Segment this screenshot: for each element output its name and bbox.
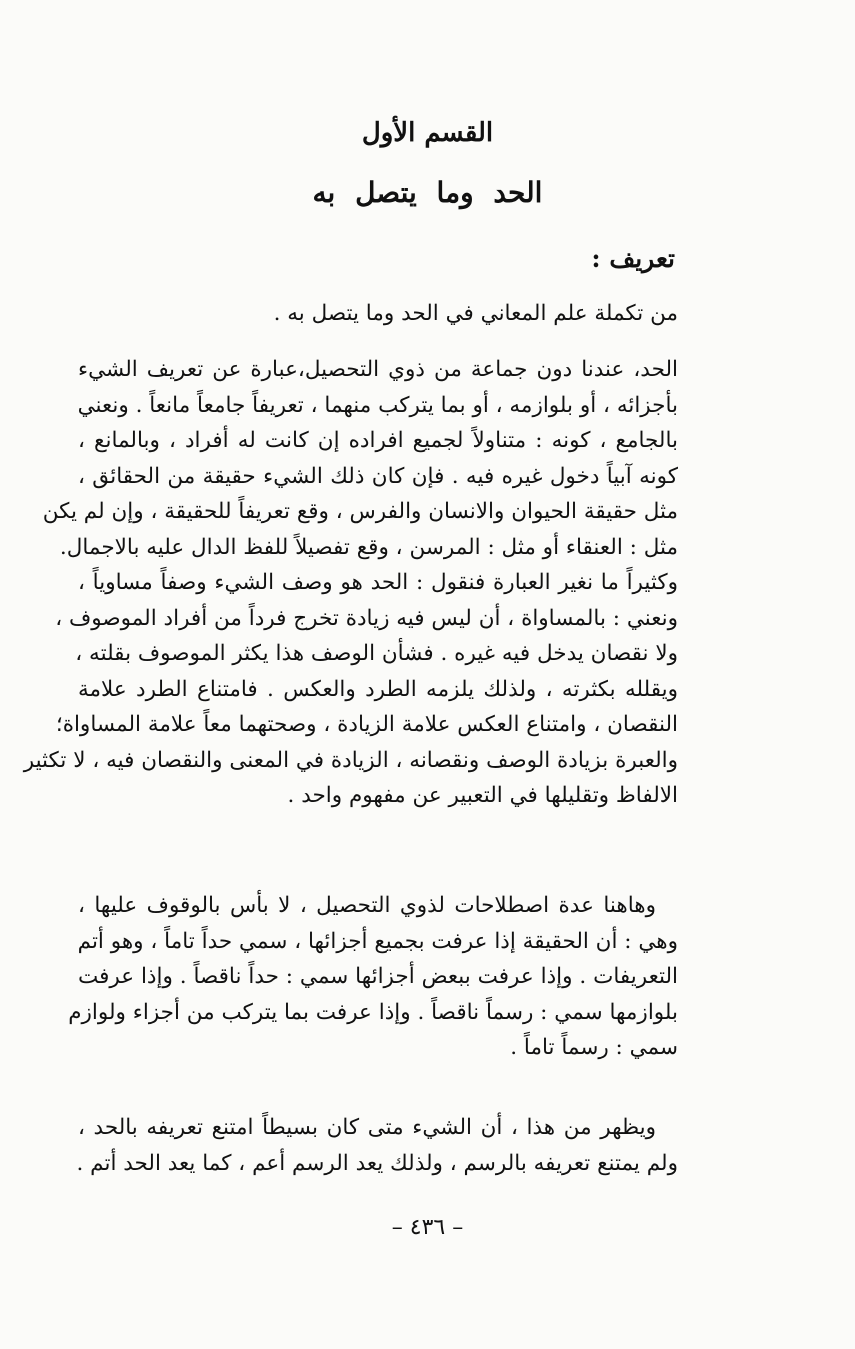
- page-number: – ٤٣٦ –: [391, 1215, 464, 1240]
- paragraph-line: كونه آبياً دخول غيره فيه . فإن كان ذلك الشيء حقيقة من الحقائق ،: [78, 463, 678, 489]
- paragraph-line: سمي : رسماً تاماً .: [510, 1035, 678, 1060]
- paragraph-line: ولم يمتنع تعريفه بالرسم ، ولذلك يعد الرسم أعم ، كما يعد الحد أتم .: [76, 1150, 678, 1176]
- paragraph-line: مثل حقيقة الحيوان والانسان والفرس ، وقع تعريفاً للحقيقة ، وإن لم يكن: [42, 499, 678, 524]
- paragraph-conclusion: [78, 1110, 678, 1181]
- paragraph-line: وهاهنا عدة اصطلاحات لذوي التحصيل ، لا بأس بالوقوف عليها ،: [78, 893, 656, 918]
- paragraph-line: وكثيراً ما نغير العبارة فنقول : الحد هو وصف الشيء وصفاً مساوياً ،: [78, 570, 678, 595]
- paragraph-line: والعبرة بزيادة الوصف ونقصانه ، الزيادة في المعنى والنقصان فيه ، لا تكثير: [23, 747, 678, 773]
- paragraph-line: ويقلله بكثرته ، ولذلك يلزمه الطرد والعكس . فامتناع الطرد علامة: [78, 676, 678, 702]
- section-title: القسم الأول: [361, 118, 494, 148]
- paragraph-definition: [23, 352, 678, 814]
- paragraph-line: ولا نقصان يدخل فيه غيره . فشأن الوصف هذا يكثر الموصوف بقلته ،: [75, 641, 678, 666]
- paragraph-line: الحد، عندنا دون جماعة من ذوي التحصيل،عبارة عن تعريف الشيء: [78, 357, 678, 382]
- paragraph-line: بلوازمها سمي : رسماً ناقصاً . وإذا عرفت بما يتركب من أجزاء ولوازم: [68, 999, 678, 1025]
- paragraph-line: بأجزائه ، أو بلوازمه ، أو بما يتركب منهما ، تعريفاً جامعاً مانعاً . ونعني: [77, 392, 678, 418]
- paragraph-line: وهي : أن الحقيقة إذا عرفت بجميع أجزائها ، سمي حداً تاماً ، وهو أتم: [77, 928, 678, 954]
- intro-paragraph: [78, 296, 678, 332]
- intro-line: من تكملة علم المعاني في الحد وما يتصل به .: [273, 301, 678, 326]
- paragraph-line: مثل : العنقاء أو مثل : المرسن ، وقع تفصيلاً للفظ الدال عليه بالاجمال.: [59, 534, 678, 560]
- paragraph-line: الالفاظ وتقليلها في التعبير عن مفهوم واحد .: [287, 783, 678, 808]
- paragraph-line: النقصان ، وامتناع العكس علامة الزيادة ، وصحتهما معاً علامة المساواة؛: [55, 712, 678, 737]
- section-subtitle: الحد وما يتصل به: [312, 176, 543, 209]
- paragraph-line: ويظهر من هذا ، أن الشيء متى كان بسيطاً امتنع تعريفه بالحد ،: [78, 1115, 656, 1140]
- paragraph-line: بالجامع ، كونه : متناولاً لجميع افراده إن كانت له أفراد ، وبالمانع ،: [78, 428, 678, 453]
- paragraph-line: التعريفات . وإذا عرفت ببعض أجزائها سمي : حداً ناقصاً . وإذا عرفت: [78, 964, 678, 989]
- paragraph-line: ونعني : بالمساواة ، أن ليس فيه زيادة تخرج فرداً من أفراد الموصوف ،: [55, 605, 678, 631]
- paragraph-terms: [68, 888, 678, 1066]
- definition-heading: تعريف :: [591, 244, 675, 273]
